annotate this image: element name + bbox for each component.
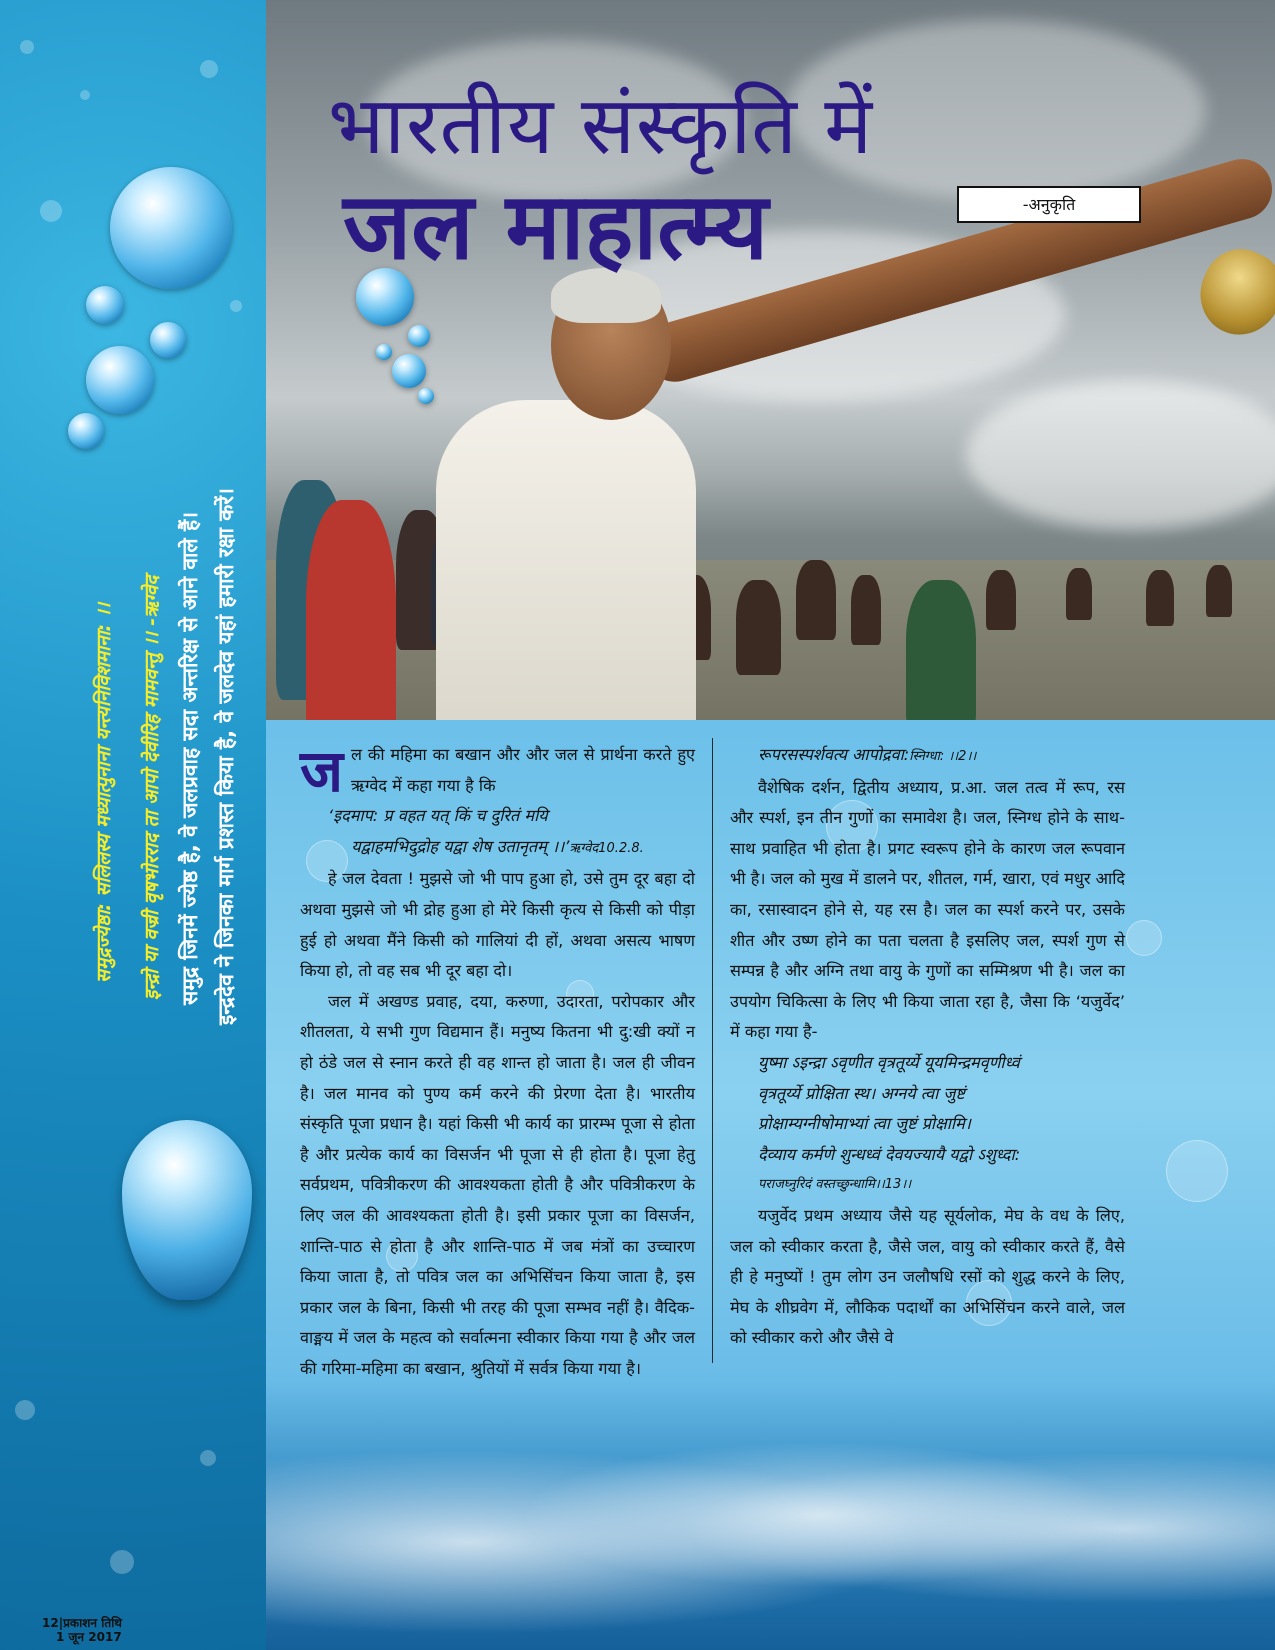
quote-sanskrit-line1: समुद्रज्येष्ठा: सलिलस्य मध्यात्पुनाना यन्त्यनिविशमाना: ।। xyxy=(93,602,115,983)
publication-date-label: प्रकाशन तिथि xyxy=(63,1616,122,1630)
page-footer: 12|प्रकाशन तिथि 1 जून 2017 xyxy=(42,1616,122,1644)
water-drop xyxy=(418,388,434,404)
water-drop xyxy=(392,354,426,388)
rigveda-verse-line1: ‘इदमाप: प्र वहत यत् किं च दुरितं मयि xyxy=(328,806,548,826)
drop-cap: ज xyxy=(300,737,344,805)
water-drop-elongated xyxy=(122,1120,252,1300)
yajurveda-verse-line2: वृत्रतूर्य्ये प्रोक्षिता स्थ। अग्नये त्वा जुष्टं xyxy=(758,1083,965,1103)
water-drop xyxy=(86,286,124,324)
article-column-2 xyxy=(730,740,1125,1354)
yajurveda-verse-line5: पराजघ्नुरिदं वस्तच्छुन्धामि।।13।। xyxy=(758,1177,912,1193)
water-drop xyxy=(86,346,154,414)
water-splash xyxy=(266,1380,1275,1650)
man-figure xyxy=(436,400,696,765)
publication-date: 1 जून 2017 xyxy=(56,1630,122,1644)
title-line1: भारतीय संस्कृति में xyxy=(328,79,874,172)
water-drop xyxy=(408,325,430,347)
yajurveda-verse-line1: युष्मा ऽइन्द्रा ऽवृणीत वृत्रतूर्य्ये यूयमिन्द्रमवृणीध्वं xyxy=(758,1052,1020,1072)
quote-hindi-line2: इन्द्रदेव ने जिनका मार्ग प्रशस्त किया है, वे जलदेव यहां हमारी रक्षा करें। xyxy=(214,488,238,1025)
page-number: 12 xyxy=(42,1616,59,1630)
paragraph-vaisheshika: वैशेषिक दर्शन, द्वितीय अध्याय, प्र.आ. जल तत्व में रूप, रस और स्पर्श, इन तीन गुणों का समावेश है। जल, स्निग्ध होने के साथ-साथ प्रवाहित भी होता है। प्रगट स्वरूप होने के कारण जल रूपवान भी है। जल को मुख में डालने पर, शीतल, गर्म, खारा, एवं मधुर आदि का, रसास्वादन होने से, यह रस है। जल का स्पर्श करने पर, उसके शीत और उष्ण होने का पता चलता है इसलिए जल, स्पर्श गुण से सम्पन्न है और अग्नि तथा वायु के गुणों का सम्मिश्रण भी है। जल का उपयोग चिकित्सा के लिए भी किया जाता रहा है, जैसा कि ‘यजुर्वेद’ में कहा गया है- xyxy=(730,777,1125,1042)
author-box: -अनुकृति xyxy=(957,186,1141,223)
yajurveda-verse-line4: दैव्याय कर्मणे शुन्धध्वं देवयज्यायै यद्वो ऽशुध्दा: xyxy=(758,1144,1021,1164)
quote-sanskrit-line2: इन्द्रो या वज्री वृषभोरराद ता आपो देवीरिह मामवन्तु ।। -ऋग्वेद xyxy=(141,575,163,1000)
brass-pot xyxy=(1187,237,1275,348)
water-drop xyxy=(376,344,392,360)
vaisheshika-verse: रूपरसस्पर्शवत्य आपोद्रवा:स्निग्धा: ।।2।। xyxy=(758,745,977,764)
water-drop xyxy=(150,322,186,358)
verse-reference: ऋग्वेद10.2.8. xyxy=(569,840,644,856)
paragraph-prayer-meaning: हे जल देवता ! मुझसे जो भी पाप हुआ हो, उसे तुम दूर बहा दो अथवा मुझसे जो भी द्रोह हुआ हो मेरे किसी कृत्य से किसी को पीड़ा हुई हो अथवा मैंने किसी को गालियां दी हों, अथवा असत्य भाषण किया हो, तो वह सब भी दूर बहा दो। xyxy=(300,869,695,981)
title-line2: जल माहात्म्य xyxy=(343,173,769,280)
paragraph-water-qualities: जल में अखण्ड प्रवाह, दया, करुणा, उदारता, परोपकार और शीतलता, ये सभी गुण विद्यमान हैं। मनुष्य कितना भी दु:खी क्यों न हो ठंडे जल से स्नान करते ही वह शान्त हो जाता है। जल ही जीवन है। जल मानव को पुण्य कर्म करने की प्रेरणा देता है। भारतीय संस्कृति पूजा प्रधान है। यहां किसी भी कार्य का प्रारम्भ पूजा से होता है और प्रत्येक कार्य का विसर्जन भी पूजा से ही होता है। पूजा हेतु सर्वप्रथम, पवित्रीकरण की आवश्यकता होती है और पवित्रीकरण के लिए जल की आवश्यकता होती है। इसी प्रकार पूजा का विसर्जन, शान्ति-पाठ से होता है और शान्ति-पाठ में जब मंत्रों का उच्चारण किया जाता है, तो पवित्र जल का अभिसिंचन किया जाता है, इस प्रकार जल के बिना, किसी भी तरह की पूजा सम्भव नहीं है। वैदिक-वाङ्मय में जल के महत्व को सर्वात्मना स्वीकार किया गया है और जल की गरिमा-महिमा का बखान, श्रुतियों में सर्वत्र किया गया है। xyxy=(300,991,695,1378)
paragraph-yajurveda-meaning: यजुर्वेद प्रथम अध्याय जैसे यह सूर्यलोक, मेघ के वध के लिए, जल को स्वीकार करता है, जैसे जल, वायु को स्वीकार करते हैं, वैसे ही हे मनुष्यों ! तुम लोग उन जलौषधि रसों को शुद्ध करने के लिए, मेघ के शीघ्रवेग में, लौकिक पदार्थों का अभिसिंचन करने वाले, जल को स्वीकार करो और जैसे वे xyxy=(730,1205,1125,1348)
paragraph-intro: जल की महिमा का बखान और और जल से प्रार्थना करते हुए ऋग्वेद में कहा गया है कि xyxy=(300,737,695,805)
water-drop-large xyxy=(110,167,232,289)
article-column-1 xyxy=(300,737,695,1384)
column-divider xyxy=(712,738,713,1363)
quote-hindi-line1: समुद्र जिनमें ज्येष्ठ है, वे जलप्रवाह सदा अन्तरिक्ष से आने वाले हैं। xyxy=(178,511,202,1005)
water-drop xyxy=(68,413,104,449)
yajurveda-verse-line3: प्रोक्षाम्यग्नीषोमाभ्यां त्वा जुष्टं प्रोक्षामि। xyxy=(758,1114,971,1134)
rigveda-verse-line2: यद्वाहमभिदुद्रोह यद्वा शेष उतानृतम् ।।’ऋग्वेद10.2.8. xyxy=(351,836,644,856)
